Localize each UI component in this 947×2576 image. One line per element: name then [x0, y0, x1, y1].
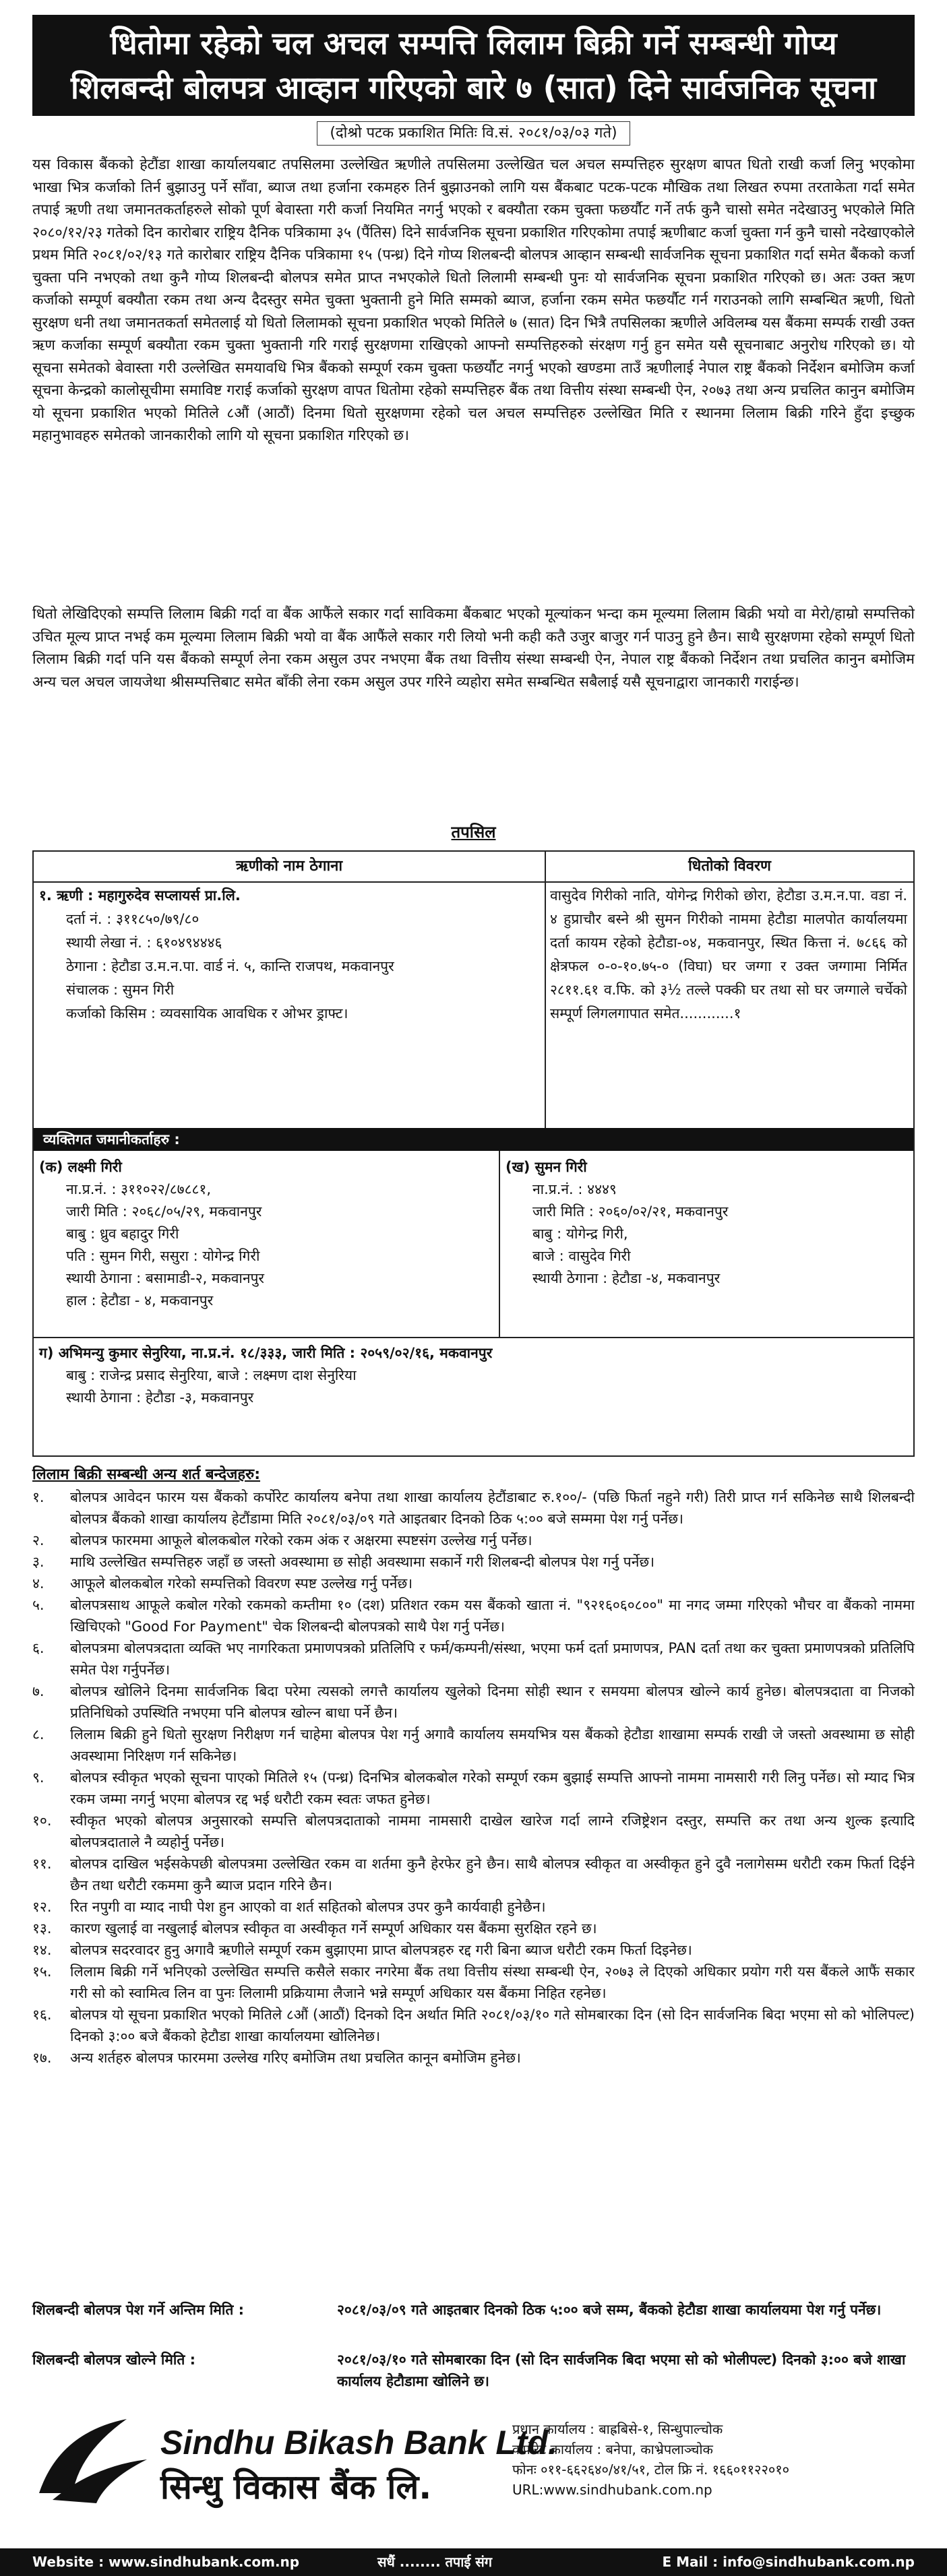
borrower-column-header: ऋणीको नाम ठेगाना — [34, 852, 546, 881]
notice-paragraph-1: यस विकास बैंकको हेटौंडा शाखा कार्यालयबाट तपसिलमा उल्लेखित ऋणीले तपसिलमा उल्लेखित चल अचल सम्पत्तिहरु सुरक्षण बापत धितो राखी कर्जा लिनु भएकोमा भाखा भित्र कर्जाको तिर्न बुझाउनु पर्ने साँवा, ब्याज तथा हर्जाना रकमहरु तिर्न बुझाउनको लागि यस बैंकबाट पटक-पटक मौखिक तथा लिखत रुपमा तरताकेता गर्दा समेत तपाई ऋणी तथा जमानतकर्ताहरुले सोको पूर्ण बेवास्ता गरी कर्जा नियमित नगर्नु भएको र बक्यौता रकम चुक्ता फछर्यौट गर्ने तर्फ कुनै चासो समेत नदेखाउनु भएकोले मिति २०८०/१२/२३ गतेको दिन कारोबार राष्ट्रिय दैनिक पत्रिकामा ३५ (पैंतिस) दिने सार्वजनिक सूचना प्रकाशित गरिएकोमा तपाई ऋणीबाट कर्जा चुक्ता गर्न कुनै चासो नदेखाएकोले प्रथम मिति २०८१/०२/१३ गते कारोबार राष्ट्रिय दैनिक पत्रिकामा १५ (पन्ध्र) दिने गोप्य शिलबन्दी बोलपत्र आव्हान सम्बन्धी सार्वजनिक सूचना प्रकाशित गर्दा समेत बैंकको कर्जा चुक्ता पनि नभएको तथा कुनै गोप्य शिलबन्दी बोलपत्र समेत प्राप्त नभएकोले धितो लिलामी सम्बन्धी पुनः यो सार्वजनिक सूचना प्रकाशित गरिएको छ। अतः उक्त ऋण कर्जाको सम्पूर्ण बक्यौता रकम तथा अन्य दैदस्तुर समेत चुक्ता भुक्तानी हुने मिति सम्मको ब्याज, हर्जाना रकम समेत फछर्यौट गर्न गराउनको लागि सम्बन्धित ऋणी, धितो सुरक्षण धनी तथा जमानतकर्ता समेतलाई यो धितो लिलामको सूचना प्रकाशित भएको मितिले ७ (सात) दिन भित्रै तपसिलका ऋणीले अविलम्ब यस बैंकमा सम्पर्क राखी उक्त ऋण कर्जाका सम्पूर्ण बक्यौता रकम चुक्ता भुक्तानी गरि गराई सुरक्षणमा राखिएको आफ्नो सम्पत्तिहरुको संरक्षण गर्नु हुन समेत यसै सूचनाबाट अनुरोध गरिएको छ। यो सूचना समेतको बेवास्ता गरी उल्लेखित समयावधि भित्र बैंकको सम्पूर्ण रकम चुक्ता फछर्यौट नगर्नु भएको खण्डमा ताउँ ऋणीलाई नेपाल राष्ट्र बैंकको निर्देशन बमोजिम कर्जा सूचना केन्द्रको कालोसूचीमा समाविष्ट गराई कर्जाको सुरक्षण वापत धितोमा रहेको सम्पत्तिहरु बैंक तथा वित्तीय संस्था सम्बन्धी ऐन, २०७३ तथा अन्य प्रचलित कानुन बमोजिम यो सूचना प्रकाशित भएको मितिले ८औं (आठौं) दिनमा धितो सुरक्षणमा रहेको चल अचल सम्पत्तिहरु उल्लेखित मिति र स्थानमा लिलाम बिक्री गरिने हुँदा इच्छुक महानुभावहरु समेतको जानकारीको लागि यो सूचना प्रकाशित गरिएको छ। — [32, 156, 915, 444]
condition-item — [32, 1486, 915, 1530]
notice-title-line2: शिलबन्दी बोलपत्र आव्हान गरिएको बारे ७ (सात) दिने सार्वजनिक सूचना — [70, 69, 876, 106]
condition-item — [32, 1594, 915, 1637]
condition-number: ९. — [32, 1769, 44, 1786]
guarantor-ka-current-address: हाल : हेटौडा - ४, मकवानपुर — [66, 1292, 214, 1309]
condition-item — [32, 1573, 915, 1594]
condition-item — [32, 1918, 915, 1939]
guarantor-ka-permanent-address: स्थायी ठेगाना : बसामाडी-२, मकवानपुर — [66, 1270, 265, 1286]
condition-text: लिलाम बिक्री हुने धितो सुरक्षण निरीक्षण गर्न चाहेमा बोलपत्र पेश गर्नु अगावै कार्यालय समयभित्र यस बैंकको हेटौडा शाखामा सम्पर्क राखी जे जस्तो अवस्थामा छ सोही अवस्थामा निरिक्षण गर्न सकिनेछ। — [70, 1726, 915, 1764]
condition-item — [32, 1530, 915, 1551]
guarantor-kha-address: स्थायी ठेगाना : हेटौडा -४, मकवानपुर — [532, 1270, 721, 1286]
conditions-list — [32, 1486, 915, 2069]
condition-item — [32, 1551, 915, 1573]
guarantor-ka-name: (क) लक्ष्मी गिरी — [39, 1159, 122, 1175]
footer-slogan: सधैं ........ तपाई संग — [377, 2554, 493, 2570]
guarantor-ka-husband: पति : सुमन गिरी, ससुरा : योगेन्द्र गिरी — [66, 1248, 260, 1264]
guarantor-row-divider — [34, 1337, 913, 1338]
guarantor-kha-citizenship: ना.प्र.नं. : ४४४९ — [532, 1181, 617, 1197]
guarantor-ga-address: स्थायी ठेगाना : हेटौडा -३, मकवानपुर — [66, 1389, 254, 1406]
guarantor-ka-citizenship: ना.प्र.नं. : ३११०२२/८७८८१, — [66, 1181, 212, 1197]
opening-date-value: २०८१/०३/१० गते सोमबारका दिन (सो दिन सार्वजनिक बिदा भएमा सो को भोलीपल्ट) दिनको ३:०० बजे शाखा कार्यालय हेटौडामा खोलिने छ। — [337, 2352, 906, 2389]
details-table-header — [34, 852, 913, 883]
guarantor-kha-issue-date: जारी मिति : २०६०/०२/२१, मकवानपुर — [532, 1203, 729, 1220]
condition-text: बोलपत्रमा बोलपत्रदाता व्यक्ति भए नागरिकता प्रमाणपत्रको प्रतिलिपि र फर्म/कम्पनी/संस्था, भएमा फर्म दर्ता प्रमाणपत्र, PAN दर्ता तथा कर चुक्ता प्रमाणपत्रको प्रतिलिपि समेत पेश गर्नुपर्नेछ। — [70, 1640, 915, 1678]
condition-number: १६. — [32, 2007, 52, 2023]
condition-number: १७. — [32, 2050, 52, 2066]
condition-item — [32, 1810, 915, 1853]
condition-item — [32, 1637, 915, 1680]
condition-item — [32, 1896, 915, 1918]
condition-item — [32, 1680, 915, 1724]
borrower-registration: दर्ता नं. : ३११८५०/७९/८० — [66, 911, 200, 927]
borrower-director: संचालक : सुमन गिरी — [66, 982, 175, 998]
opening-date-label: शिलबन्दी बोलपत्र खोल्ने मिति : — [32, 2352, 196, 2368]
condition-text: रित नपुगी वा म्याद नाघी पेश हुन आएको वा शर्त सहितको बोलपत्र उपर कुनै कार्यवाही हुनेछैन। — [70, 1899, 546, 1915]
collateral-column-header: धितोको विवरण — [688, 858, 771, 875]
condition-number: २. — [32, 1532, 44, 1548]
bank-url[interactable]: URL:www.sindhubank.com.np — [512, 2482, 712, 2498]
guarantor-kha-father: बाबु : योगेन्द्र गिरी, — [532, 1226, 628, 1242]
guarantor-kha-name: (ख) सुमन गिरी — [506, 1159, 587, 1175]
borrower-name: १. ऋणी : महागुरुदेव सप्लायर्स प्रा.लि. — [39, 887, 241, 904]
condition-text: अन्य शर्तहरु बोलपत्र फारममा उल्लेख गरिए बमोजिम तथा प्रचलित कानून बमोजिम हुनेछ। — [70, 2050, 521, 2066]
condition-item — [32, 1853, 915, 1896]
condition-item — [32, 1961, 915, 2004]
condition-item — [32, 1724, 915, 1767]
condition-item — [32, 1767, 915, 1810]
notice-paragraph-2: धितो लेखिदिएको सम्पत्ति लिलाम बिक्री गर्दा वा बैंक आफैंले सकार गर्दा साविकमा बैंकबाट भएको मूल्यांकन भन्दा कम मूल्यमा लिलाम बिक्री भयो वा मेरो/हाम्रो सम्पत्तिको उचित मूल्य प्राप्त नभई कम मूल्यमा लिलाम बिक्री भयो वा बैंक आफैंले सकार गरी लियो भनी कही कतै उजुर बाजुर गर्न पाउनु हुने छैन। साथै सुरक्षणमा रहेको सम्पूर्ण धितो लिलाम बिक्री गर्दा पनि यस बैंकको सम्पूर्ण लेना रकम असुल उपर नभएमा बैंक तथा वित्तीय संस्था सम्बन्धी ऐन, नेपाल राष्ट्र बैंकको निर्देशन तथा प्रचलित कानुन बमोजिम अन्य चल अचल जायजेथा श्रीसम्पत्तिबाट समेत बाँकी लेना रकम असुल उपर गरिने व्यहोरा समेत सम्बन्धित सबैलाई यसै सूचनाद्वारा जानकारी गराईन्छ। — [32, 606, 915, 691]
condition-text: आफूले बोलकबोल गरेको सम्पत्तिको विवरण स्पष्ट उल्लेख गर्नु पर्नेछ। — [70, 1575, 413, 1592]
condition-number: ८. — [32, 1726, 44, 1742]
condition-text: बोलपत्र खोलिने दिनमा सार्वजनिक बिदा परेमा त्यसको लगत्तै कार्यालय खुलेको दिनमा सोही स्थान र समयमा बोलपत्र खोल्ने कार्य हुनेछ। बोलपत्रदाता वा निजको प्रतिनिधिको उपस्थिति नभएमा पनि बोलपत्र खोल्न बाधा पर्ने छैन। — [70, 1683, 915, 1721]
bank-name-english: Sindhu Bikash Bank Ltd. — [160, 2424, 557, 2461]
bank-contact-info — [512, 2419, 917, 2500]
bank-phone: फोनः ०११-६६२६४०/४१/५१, टोल फ्रि नं. १६६०११२२०१० — [512, 2461, 790, 2478]
condition-number: ६. — [32, 1640, 44, 1656]
condition-number: १५. — [32, 1964, 52, 1980]
condition-number: ३. — [32, 1554, 44, 1570]
condition-number: १. — [32, 1489, 44, 1505]
publication-date — [0, 121, 947, 146]
submission-deadline-label: शिलबन्दी बोलपत्र पेश गर्ने अन्तिम मिति : — [32, 2302, 245, 2318]
guarantor-ga — [39, 1342, 909, 1409]
footer-website[interactable]: Website : www.sindhubank.com.np — [32, 2554, 300, 2570]
condition-number: १०. — [32, 1813, 52, 1829]
condition-text: माथि उल्लेखित सम्पत्तिहरु जहाँ छ जस्तो अवस्थामा छ सोही अवस्थामा सकार्ने गरी शिलबन्दी बोलपत्र पेश गर्नु पर्नेछ। — [70, 1554, 655, 1570]
notice-title-box — [32, 15, 915, 116]
bank-name-nepali: सिन्धु विकास बैंक लि. — [160, 2468, 432, 2507]
guarantor-kha — [506, 1156, 903, 1290]
condition-text: स्वीकृत भएको बोलपत्र अनुसारको सम्पत्ति बोलपत्रदाताको नाममा नामसारी दाखेल खारेज गर्दा लाग्ने रजिष्ट्रेशन दस्तुर, सम्पत्ति कर तथा अन्य शुल्क इत्यादि बोलपत्रदाताले नै व्यहोर्नु पर्नेछ। — [70, 1813, 915, 1850]
notice-title-line1: धितोमा रहेको चल अचल सम्पत्ति लिलाम बिक्री गर्ने सम्बन्धी गोप्य — [110, 25, 837, 61]
condition-number: १३. — [32, 1920, 52, 1937]
guarantors-heading: व्यक्तिगत जमानीकर्ताहरु : — [34, 1128, 913, 1151]
condition-text: बोलपत्र फारममा आफूले बोलकबोल गरेको रकम अंक र अक्षरमा स्पष्टसंग उल्लेख गर्नु पर्नेछ। — [70, 1532, 532, 1548]
condition-number: ४. — [32, 1575, 44, 1592]
guarantor-ka — [39, 1156, 511, 1312]
condition-number: ११. — [32, 1856, 52, 1872]
conditions-heading: लिलाम बिक्री सम्बन्धी अन्य शर्त बन्देजहरु: — [32, 1466, 261, 1483]
condition-text: बोलपत्र स्वीकृत भएको सूचना पाएको मितिले १५ (पन्ध्र) दिनभित्र बोलकबोल गरेको सम्पूर्ण रकम बुझाई सम्पत्ति आफ्नो नाममा नामसारी गरी लिनु पर्नेछ। सो म्याद भित्र रकम जम्मा नगर्नु भएमा बोलपत्र रद्द भई धरौटी रकम स्वतः जफत हुनेछ। — [70, 1769, 915, 1807]
head-office: प्रधान कार्यालय : बाह्रबिसे-१, सिन्धुपाल्चोक — [512, 2421, 723, 2437]
bank-logo-icon — [32, 2412, 557, 2513]
submission-deadline-value: २०८१/०३/०९ गते आइतबार दिनको ठिक ५:०० बजे सम्म, बैंकको हेटौडा शाखा कार्यालयमा पेश गर्नु पर्नेछ। — [337, 2302, 882, 2318]
condition-text: बोलपत्र दाखिल भईसकेपछी बोलपत्रमा उल्लेखित रकम वा शर्तमा कुनै हेरफेर हुने छैन। साथै बोलपत्र स्वीकृत वा अस्वीकृत हुने दुवै नलागेसम्म धरौटी रकम फिर्ता दिईने छैन तथा धरौटी रकममा कुनै ब्याज प्रदान गरिने छैन। — [70, 1856, 915, 1893]
footer-email[interactable]: E Mail : info@sindhubank.com.np — [662, 2554, 915, 2570]
condition-item — [32, 1939, 915, 1961]
guarantor-kha-grandfather: बाजे : वासुदेव गिरी — [532, 1248, 631, 1264]
details-table — [32, 850, 915, 1457]
condition-number: १४. — [32, 1942, 52, 1958]
guarantor-ga-father: बाबु : राजेन्द्र प्रसाद सेनुरिया, बाजे : लक्ष्मण दाश सेनुरिया — [66, 1367, 357, 1383]
publication-date-text: (दोश्रो पटक प्रकाशित मितिः वि.सं. २०८१/०३/०३ गते) — [317, 121, 630, 146]
column-divider — [545, 881, 546, 1137]
condition-number: १२. — [32, 1899, 52, 1915]
condition-text: बोलपत्र यो सूचना प्रकाशित भएको मितिले ८औं (आठौं) दिनको दिन अर्थात मिति २०८१/०३/१० गते सोमबारका दिन (सो दिन सार्वजनिक बिदा भएमा सो को भोलिपल्ट) दिनको ३:०० बजे बैंकको हेटौडा शाखा कार्यालयमा खोलिनेछ। — [70, 2007, 915, 2044]
loan-type: कर्जाको किसिम : व्यवसायिक आवधिक र ओभर ड्राफ्ट। — [66, 1005, 348, 1022]
borrower-address: ठेगाना : हेटौडा उ.म.न.पा. वार्ड नं. ५, कान्ति राजपथ, मकवानपुर — [66, 958, 394, 974]
tapsil-heading: तपसिल — [451, 823, 496, 842]
condition-text: बोलपत्रसाथ आफूले कबोल गरेको रकमको कम्तीमा १० (दश) प्रतिशत रकम यस बैंकको खाता नं. "९२१६०६०८००" मा नगद जम्मा गरिएको भौचर वा बैंकको नाममा खिचिएको "Good For Payment" चेक शिलबन्दी बोलपत्रको साथै पेश गर्नु पर्नेछ। — [70, 1597, 915, 1635]
corporate-office: कर्पोरेट कार्यालय : बनेपा, काभ्रेपलाञ्चोक — [512, 2441, 713, 2457]
borrower-pan: स्थायी लेखा नं. : ६१०४९४४४६ — [66, 935, 222, 951]
condition-text: लिलाम बिक्री गर्ने भनिएको उल्लेखित सम्पत्ति कसैले सकार नगरेमा बैंक तथा वित्तीय संस्था सम्बन्धी ऐन, २०७३ ले दिएको अधिकार प्रयोग गरी यस बैंकले आफैं सकार गरी सो को स्वामित्व लिन वा पुनः लिलामी प्रक्रियामा लैजाने भन्ने सम्पूर्ण अधिकार यस बैंकमा निहित रहनेछ। — [70, 1964, 915, 2001]
condition-text: कारण खुलाई वा नखुलाई बोलपत्र स्वीकृत वा अस्वीकृत गर्ने सम्पूर्ण अधिकार यस बैंकमा सुरक्षित रहने छ। — [70, 1920, 597, 1937]
guarantor-ka-issue-date: जारी मिति : २०६८/०५/२९, मकवानपुर — [66, 1203, 262, 1220]
condition-item — [32, 2047, 915, 2069]
condition-text: बोलपत्र आवेदन फारम यस बैंकको कर्पोरेट कार्यालय बनेपा तथा शाखा कार्यालय हेटौंडाबाट रु.१००/- (पछि फिर्ता नहुने गरी) तिरी प्राप्त गर्न सकिनेछ साथै शिलबन्दी बोलपत्र बैंकको शाखा कार्यालय हेटौंडामा मिति २०८१/०३/०९ गते आइतबार दिनको ठिक ५:०० बजे सम्ममा पेश गर्नु पर्नेछ। — [70, 1489, 915, 1527]
footer-bar — [0, 2548, 947, 2576]
condition-item — [32, 2004, 915, 2047]
guarantor-ga-name: ग) अभिमन्यु कुमार सेनुरिया, ना.प्र.नं. १८/३३३, जारी मिति : २०५९/०२/१६, मकवानपुर — [39, 1345, 493, 1361]
guarantor-ka-father: बाबु : ध्रुव बहादुर गिरी — [66, 1226, 179, 1242]
condition-number: ५. — [32, 1597, 44, 1613]
condition-text: बोलपत्र सदरवादर हुनु अगावै ऋणीले सम्पूर्ण रकम बुझाएमा प्राप्त बोलपत्रहरु रद्द गरी बिना ब्याज धरौटी रकम फिर्ता दिइनेछ। — [70, 1942, 692, 1958]
borrower-details — [39, 884, 538, 1026]
condition-number: ७. — [32, 1683, 44, 1699]
collateral-details: वासुदेव गिरीको नाति, योगेन्द्र गिरीको छोरा, हेटौडा उ.म.न.पा. वडा नं. ४ हुप्राचौर बस्ने श्री सुमन गिरीको नाममा हेटौडा मालपोत कार्यालयमा दर्ता कायम रहेको हेटौडा-०४, मकवानपुर, स्थित कित्ता नं. ७८६६ को क्षेत्रफल ०-०-१०.७५-० (विघा) घर जग्गा र उक्त जग्गामा निर्मित २८११.६१ व.फि. को ३½ तल्ले पक्की घर तथा सो घर जग्गाले चर्चेको सम्पूर्ण लिगलगापात समेत............१ — [550, 887, 907, 1022]
bank-logo — [32, 2412, 557, 2513]
